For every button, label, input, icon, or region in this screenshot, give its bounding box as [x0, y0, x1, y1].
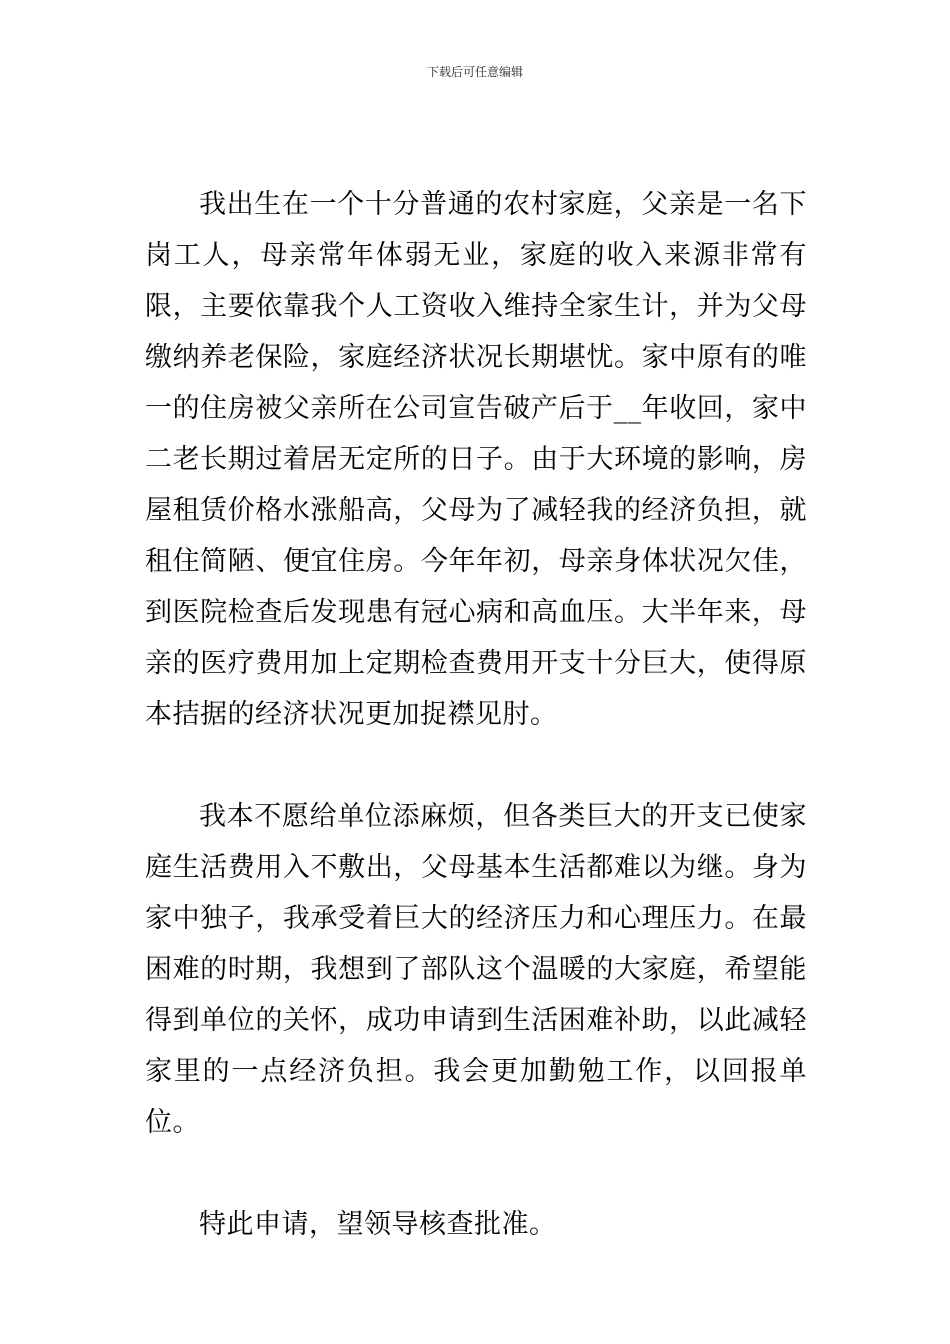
paragraph-request-reason: 我本不愿给单位添麻烦，但各类巨大的开支已使家庭生活费用入不敷出，父母基本生活都难以为继。身为家中独子，我承受着巨大的经济压力和心理压力。在最困难的时期，我想到了部队这个温暖的大家庭，希望能得到单位的关怀，成功申请到生活困难补助，以此减轻家里的一点经济负担。我会更加勤勉工作，以回报单位。: [145, 801, 807, 1138]
header-note: 下载后可任意编辑: [426, 65, 523, 79]
paragraph-family-situation: 我出生在一个十分普通的农村家庭，父亲是一名下岗工人，母亲常年体弱无业，家庭的收入来源非常有限，主要依靠我个人工资收入维持全家生计，并为父母缴纳养老保险，家庭经济状况长期堪忧。家中原有的唯一的住房被父亲所在公司宣告破产后于__年收回，家中二老长期过着居无定所的日子。由于大环境的影响，房屋租赁价格水涨船高，父母为了减轻我的经济负担，就租住简陋、便宜住房。今年年初，母亲身体状况欠佳，到医院检查后发现患有冠心病和高血压。大半年来，母亲的医疗费用加上定期检查费用开支十分巨大，使得原本拮据的经济状况更加捉襟见肘。: [145, 189, 807, 730]
paragraph-closing: 特此申请，望领导核查批准。: [199, 1209, 557, 1240]
document-body: [145, 179, 807, 1250]
